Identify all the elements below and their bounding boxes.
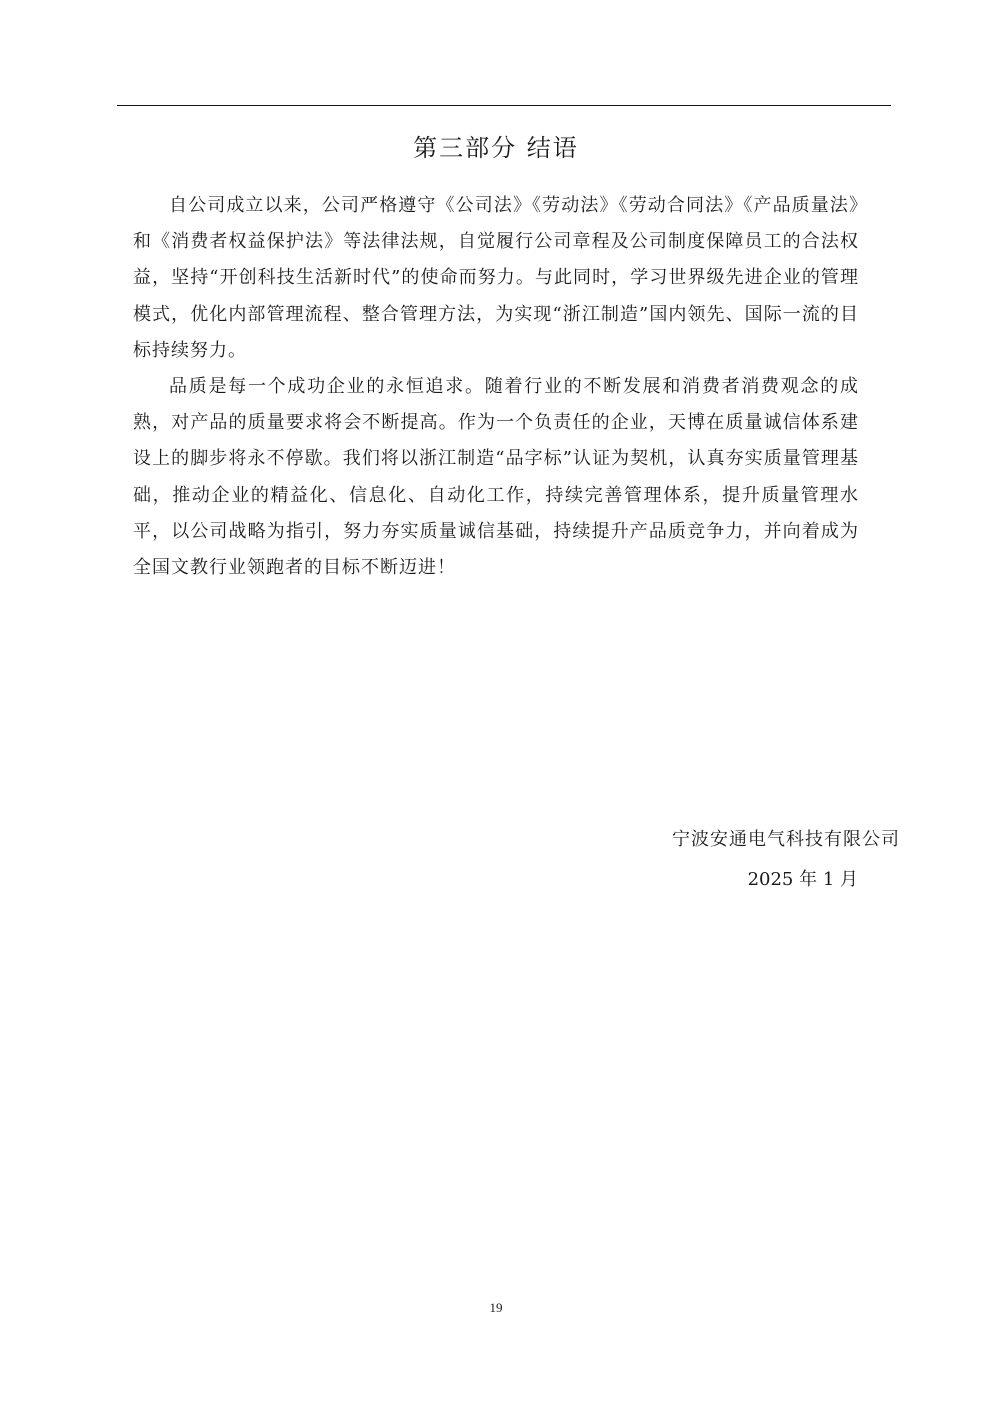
signature-block <box>672 820 900 900</box>
body-text <box>133 188 859 586</box>
paragraph-intro: 自公司成立以来，公司严格遵守《公司法》《劳动法》《劳动合同法》《产品质量法》和《消费者权益保护法》等法律法规，自觉履行公司章程及公司制度保障员工的合法权益，坚持“开创科技生活新时代”的使命而努力。与此同时，学习世界级先进企业的管理模式，优化内部管理流程、整合管理方法，为实现“浙江制造”国内领先、国际一流的目标持续努力。 <box>133 195 859 361</box>
page-number: 19 <box>489 1300 503 1315</box>
signature-company: 宁波安通电气科技有限公司 <box>672 829 900 850</box>
paragraph-quality: 品质是每一个成功企业的永恒追求。随着行业的不断发展和消费者消费观念的成熟，对产品的质量要求将会不断提高。作为一个负责任的企业，天博在质量诚信体系建设上的脚步将永不停歇。我们将以浙江制造“品字标”认证为契机，认真夯实质量管理基础，推动企业的精益化、信息化、自动化工作，持续完善管理体系，提升质量管理水平，以公司战略为指引，努力夯实质量诚信基础，持续提升产品质竞争力，并向着成为全国文教行业领跑者的目标不断迈进！ <box>133 376 859 579</box>
section-title: 第三部分 结语 <box>413 134 579 162</box>
header-rule <box>117 105 891 106</box>
signature-date: 2025 年 1 月 <box>747 869 858 890</box>
